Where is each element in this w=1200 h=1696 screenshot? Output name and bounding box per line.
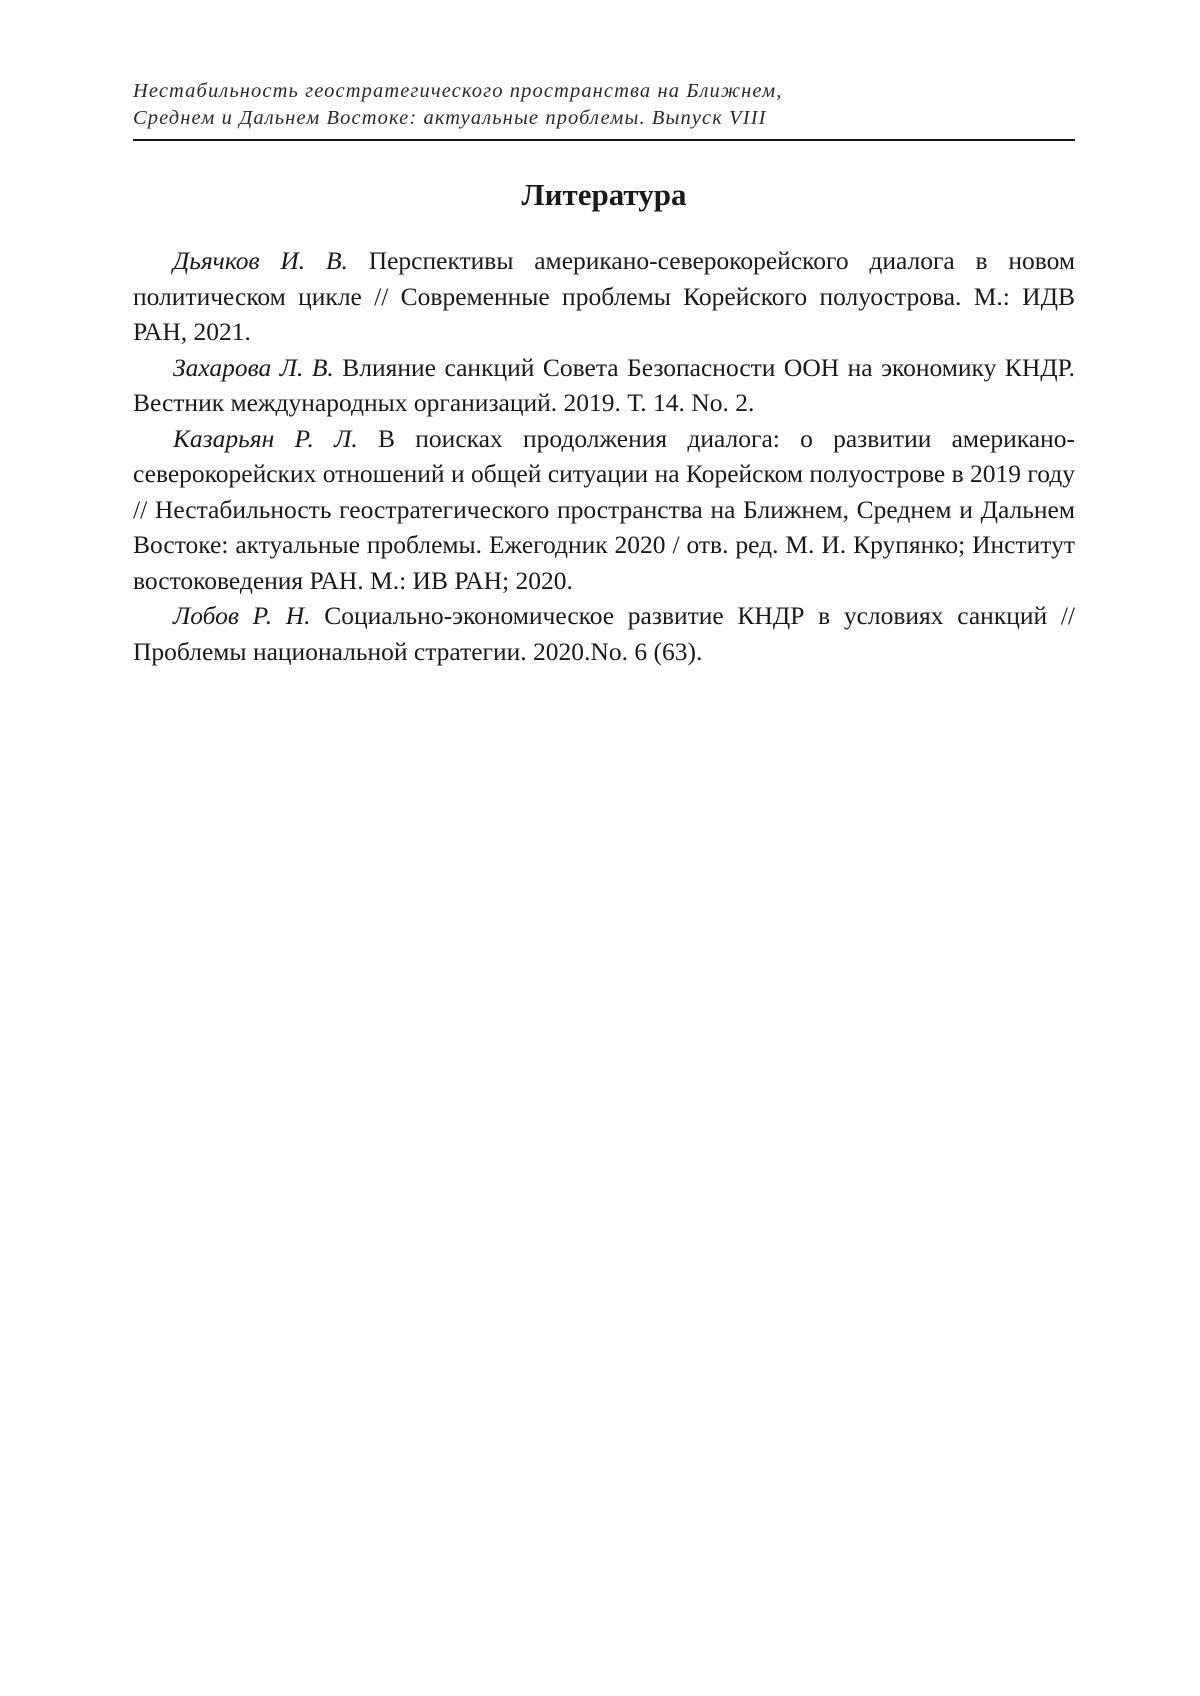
reference-list (133, 243, 1075, 669)
reference-author: Лобов Р. Н. (173, 601, 311, 630)
reference-author: Дьячков И. В. (173, 246, 348, 275)
running-header-line-1: Нестабильность геостратегического пространства на Ближнем, (133, 80, 783, 102)
reference-author: Захарова Л. В. (173, 352, 334, 382)
header-divider (133, 139, 1075, 141)
reference-text: Социально-экономическое развитие КНДР в условиях санкций // Проблемы национальной стратегии. 2020.No. 6 (63). (133, 601, 1075, 666)
running-header-line-2: Среднем и Дальнем Востоке: актуальные проблемы. Выпуск VIII (133, 107, 767, 129)
reference-item (133, 350, 1075, 421)
reference-item (133, 598, 1075, 669)
reference-item (133, 243, 1075, 350)
reference-text: Перспективы американо-северокорейского диалога в новом политическом цикле // Современные проблемы Корейского полуострова. М.: ИДВ РАН, 2021. (133, 246, 1075, 346)
reference-text: Влияние санкций Совета Безопасности ООН на экономику КНДР. Вестник международных организаций. 2019. Т. 14. No. 2. (133, 352, 1075, 417)
reference-text: В поисках продолжения диалога: о развитии американо-северокорейских отношений и общей ситуации на Корейском полуострове в 2019 году // Нестабильность геостратегического пространства на Ближнем, Среднем и Дальнем Востоке: актуальные проблемы. Ежегодник 2020 / отв. ред. М. И. Крупянко; Институт востоковедения РАН. М.: ИВ РАН; 2020. (133, 423, 1075, 595)
running-header (133, 78, 1075, 132)
reference-item (133, 421, 1075, 599)
reference-author: Казарьян Р. Л. (173, 423, 358, 453)
section-title: Литература (521, 177, 687, 212)
